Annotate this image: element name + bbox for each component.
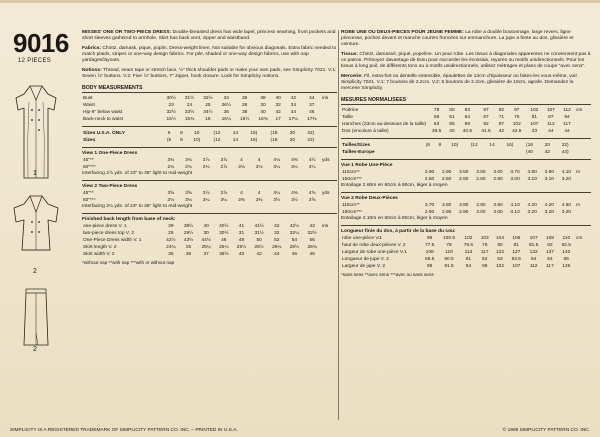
figure-3-label: 2 [33,346,37,353]
figure-two-piece-view [8,190,64,270]
fr-view1-table [341,169,591,183]
fr-fabrics-label: Tissus: [341,51,359,57]
fr-title: ROBE UNE OU DEUX-PIECES POUR JEUNE FEMME: [341,30,464,35]
table-row: Tailles-Europe (40 42 44) [342,149,569,155]
fr-view1-interfacing: Entoilage 2.60m en 60cm à 90cm, léger à moyen [341,183,448,189]
divider [82,213,337,214]
fr-view2-heading: Vue 2 Robe Deux-Pièces [341,196,398,202]
fr-finished-table [341,235,591,270]
table-row: 60"*** 2¾ 2¾ 2¾ 2⅞ 3⅛ 3⅛ 3¼ 3¼ 3¼ [83,164,316,170]
fr-fabrics-text: Chintz, damassé, piqué, popeline. Lin pour robe. Les tissus à diagonales apparentes ne conviennent pas à ce patron. Prévoyez davantage de tissu pour raccorder les écossais, rayures ou motifs unidirectionnels. Pour les tissus à long poil, de différents tons ou à motifs unidirectionnels, utilisez métrages et plans de coupe "avec sens". [341,51,591,69]
table-row: Skirt length V. 2 24¾ 25 25¼ 25¼ 25½ 25½ 25¼ 25½ 25¾ [83,244,317,250]
fr-notions-text: Fil, extra-fort ou dentelle extensible, épaulettes de 13cm d'épaisseur ou faites-les vous-même, voir Simplicity 7021. V.1: 7 boutons de 2.2cm. V.2: 5 boutons de 2.2cm, glissière de 18cm, agrafe. Demandez la mercerie Simplicity. [341,73,578,91]
table-row: Poitrine 78 80 83 87 92 97 102 107 112 cm [342,107,583,113]
divider [341,192,591,193]
table-row: Skirt width V. 2 35 36 37 38½ 40 42 44 46 49 [83,251,315,257]
en-fabrics-text: Chintz, damask, pique, poplin. Dress-weight linen. Not suitable for obvious diagonals. Extra fabric needed to match plaids, stripes or one-way design fabrics. For pile, shaded or one-way design fabrics, use with nap yardages/layouts. [82,45,337,63]
table-row: Bust 30½ 31½ 32½ 34 36 38 40 42 44 ins [83,95,329,101]
en-view2-table [82,190,337,204]
english-column [82,30,337,266]
figure-2-label: 2 [33,268,37,275]
table-row: 115cm** 3.70 3.80 3.80 3.90 3.90 4.10 4.20 4.20 4.60 m [342,202,580,208]
en-sizes-table [82,130,337,144]
table-row: Taille 58 61 64 67 71 76 81 87 94 [342,114,570,120]
en-view2-heading: View 2 Two-Piece Dress [82,184,138,190]
en-body-heading: BODY MEASUREMENTS [82,85,337,93]
en-notions-label: Notions: [82,67,102,73]
table-row: one-piece dress V. 1 39 39½ 40 40½ 41 41½ 42 42½ 43 ins [83,223,329,229]
table-row: 60"*** 3⅛ 3⅛ 3¼ 3¼ 3⅜ 3⅜ 3½ 3½ 3⅝ [83,197,316,203]
table-row: Waist 23 24 25 26½ 28 30 32 34 37 [83,102,315,108]
footer-trademark: SIMPLICITY IS A REGISTERED TRADEMARK OF SIMPLICITY PATTERN CO. INC. – PRINTED IN U.S.A. [10,428,238,433]
pattern-number: 9016 [13,28,69,58]
footer-copyright: © 1989 SIMPLICITY PATTERN CO. INC. [502,428,590,433]
en-view2-interfacing: Interfacing 2¼ yds. of 23" to 36" light to mid-weight [82,204,193,210]
divider [341,159,591,160]
table-row: Longueur de jupe V. 2 59.5 60.5 61 62 63 63.5 64 64 65 [342,256,569,262]
divider [82,180,337,181]
column-divider [338,30,339,420]
en-body-table [82,95,337,123]
fr-finished-heading: Longueur finie du dos, à partir de la base du cou: [341,229,456,235]
fr-notions-label: Mercerie: [341,73,363,79]
en-fabrics-label: Fabrics: [82,45,102,51]
en-view1-interfacing: Interfacing 2⅞ yds. of 23" to 36" light to mid-weight [82,171,193,177]
fr-view2-table [341,202,591,216]
fr-description: La robe a double boutonnage, large revers, ligne princesse, poches devant et manche courtes froncées sur emmanchure. La jupe a fente au dos, glissière et ceinture. [341,30,574,47]
top-edge [0,0,600,3]
fr-sizes-table [341,142,591,156]
pattern-pieces-count: 12 PIECES [18,58,52,64]
table-row: Largeur de jupe V. 2 89 91.5 94 98 102 107 112 117 125 [342,263,571,269]
en-finished-heading: Finished back length from base of neck: [82,217,176,223]
fr-view2-interfacing: Entoilage 2.10m en 60cm à 90cm, léger à moyen [341,216,448,222]
two-piece-sketch [8,190,64,270]
divider [341,138,591,139]
table-row: One-Piece Dress width V. 1 42½ 43½ 44½ 46 48 50 52 54 56 [83,237,315,243]
table-row: Hanches (23cm au-dessous de la taille) 83 85 88 92 97 102 107 112 117 [342,121,571,127]
figure-1-label: 1 [33,170,37,177]
table-row: 45"** 3⅝ 3⅝ 3⅞ 3⅞ 4 4 4¼ 4⅜ 4⅝ yds [83,190,330,196]
fr-body-table [341,107,591,135]
en-view1-table [82,157,337,171]
figure-skirt-view [8,285,64,351]
table-row: 45"** 3¾ 3¾ 3⅞ 3⅞ 4 4 4⅛ 4⅜ 4½ yds [83,157,330,163]
footer [10,428,590,433]
fr-body-heading: MESURES NORMALISEES [341,97,591,105]
en-notions-text: Thread, seam tape or stretch lace, ½" thick shoulder pads or make your own pads, see Simplicity 7021. V.1: Seven ⅞" buttons. V.2: Five ⅞" buttons, 7" zipper, hook closure. Look for Simplicity notions. [82,67,337,79]
table-row: 150cm*** 2.50 2.50 2.50 2.60 2.90 3.00 3.10 3.10 3.20 [342,176,572,182]
fr-footnote: *sans sens **avec sens ***avec ou sans sens [341,272,434,278]
table-row: Sizes U.S.A. ONLY 6 8 10 (12 14 16) (18 20 22) [83,130,315,136]
table-row: haut de robe deux-pièces V. 2 77.5 78 78.5 79 80 81 81.5 82 82.5 [342,242,571,248]
table-row: Largeur de robe une-pièce V.1 108 110 113 117 122 127 132 137 142 [342,249,571,255]
table-row: robe une-pièce V.1 99 100.5 102 103 104 106 107 108 110 cm [342,235,583,241]
fr-view1-heading: Vue 1 Robe Une-Pièce [341,163,393,169]
en-description: Double-breasted dress has wide lapel, princess seaming, front pockets and short sleeves gathered to armhole. Skirt has back vent, zipper and waistband. [82,30,336,41]
en-footnote: *without nap **with nap ***with or without nap [82,260,175,266]
table-row: Dos (encolure à taille) 39.5 40 40.5 41.5 42 42.5 43 44 44 [342,128,570,134]
en-finished-table [82,223,337,258]
table-row: 150cm*** 2.90 2.90 2.90 3.00 3.00 3.10 3.20 3.20 3.20 [342,209,572,215]
en-title: MISSES' ONE OR TWO-PIECE DRESS: [82,30,172,35]
divider [82,147,337,148]
table-row: Back-neck to waist 15½ 15¾ 16 16¼ 16½ 16¾ 17 17¼ 17⅜ [83,116,317,122]
table-row: Tailles/Sizes (6 8 10) (12 14 16) (18 20 22) [342,142,569,148]
table-row: Hip-9" below waist 32½ 33½ 34½ 36 38 40 42 44 46 [83,109,315,115]
french-column [341,30,591,278]
table-row: Sizes (6 8 10) (12 14 16) (18 20 22) [83,137,315,143]
divider [341,225,591,226]
en-view1-heading: View 1 One-Piece Dress [82,151,138,157]
skirt-sketch [8,285,64,351]
divider [82,126,337,127]
table-row: two-piece dress top V. 2 29 29½ 30 30½ 31 31½ 32 32¼ 32½ [83,230,317,236]
table-row: 115cm** 2.90 2.90 3.50 3.50 3.60 3.70 3.80 3.90 4.10 m [342,169,580,175]
